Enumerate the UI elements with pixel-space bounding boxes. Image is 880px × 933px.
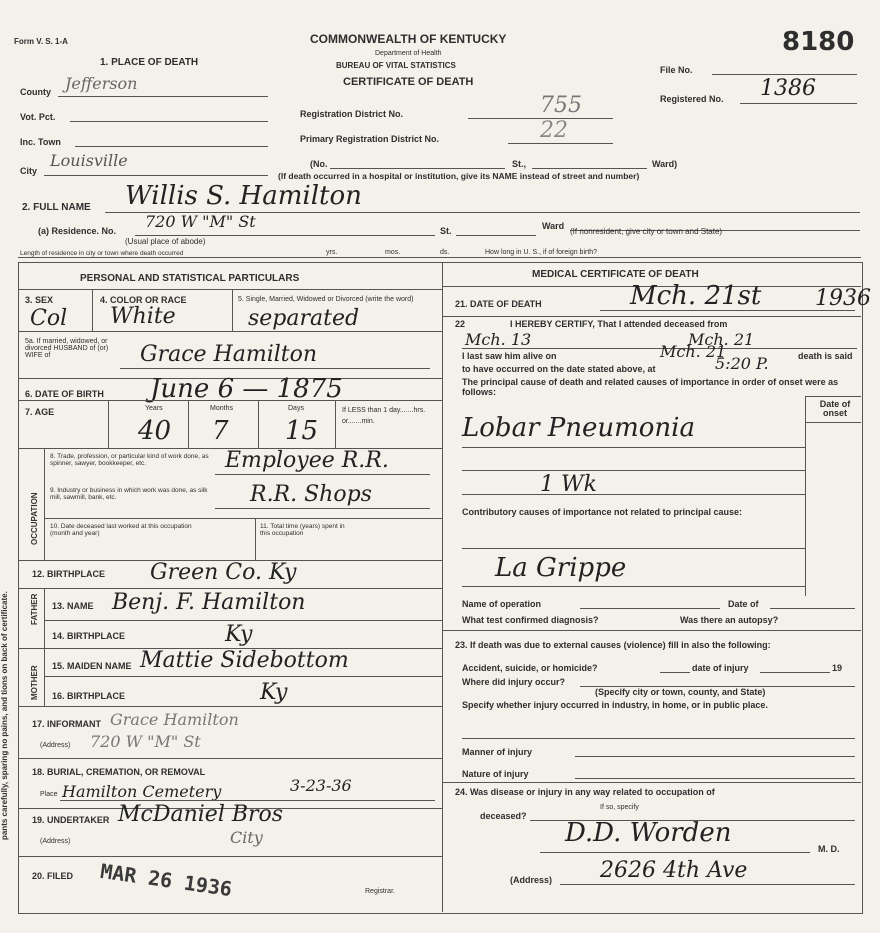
occurred-at-label: to have occurred on the date stated above, at xyxy=(462,364,656,374)
autopsy-label: Was there an autopsy? xyxy=(680,615,779,625)
burial-place-value: Hamilton Cemetery xyxy=(62,782,222,801)
residence-ward: Ward xyxy=(542,221,565,231)
age-label: 7. AGE xyxy=(25,407,55,417)
nonresident-note: (If nonresident, give city or town and State) xyxy=(570,227,723,236)
birthplace-label: 12. BIRTHPLACE xyxy=(32,569,106,579)
residence-st: St. xyxy=(440,226,452,236)
father-vertical-label: FATHER xyxy=(30,593,39,625)
deceased-label: deceased? xyxy=(480,811,527,821)
death-date-label: 21. DATE OF DEATH xyxy=(455,299,542,309)
registered-no-label: Registered No. xyxy=(660,94,724,104)
usual-abode: (Usual place of abode) xyxy=(125,237,206,246)
mother-name-value: Mattie Sidebottom xyxy=(140,648,349,673)
undertaker-address-label: (Address) xyxy=(40,838,71,845)
specify-city: (Specify city or town, county, and State) xyxy=(595,687,766,697)
personal-heading: PERSONAL AND STATISTICAL PARTICULARS xyxy=(80,273,300,284)
physician-address-value: 2626 4th Ave xyxy=(600,858,748,883)
burial-date-value: 3-23-36 xyxy=(290,776,352,795)
last-saw-label: I last saw him alive on xyxy=(462,351,557,361)
certify-text: I HEREBY CERTIFY, That I attended deceased from xyxy=(510,319,728,329)
color-label: 4. COLOR OR RACE xyxy=(100,295,187,305)
specify-industry: Specify whether injury occurred in industry, in home, or in public place. xyxy=(462,700,768,710)
place-heading: 1. PLACE OF DEATH xyxy=(100,57,199,68)
yrs-label: yrs. xyxy=(326,249,338,256)
full-name-label: 2. FULL NAME xyxy=(22,202,91,213)
contributory-label: Contributory causes of importance not related to principal cause: xyxy=(462,507,743,517)
residence-label: (a) Residence. No. xyxy=(38,226,117,236)
county-label: County xyxy=(20,87,51,97)
father-bp-label: 14. BIRTHPLACE xyxy=(52,631,126,641)
diagnosis-label: What test confirmed diagnosis? xyxy=(462,615,599,625)
certificate-title: CERTIFICATE OF DEATH xyxy=(343,76,474,88)
informant-label: 17. INFORMANT xyxy=(32,719,102,729)
occupation-question: 24. Was disease or injury in any way related to occupation of xyxy=(455,787,715,797)
spouse-value: Grace Hamilton xyxy=(140,342,318,367)
father-name-value: Benj. F. Hamilton xyxy=(112,590,306,615)
burial-label: 18. BURIAL, CREMATION, OR REMOVAL xyxy=(32,767,206,777)
occupation-vertical-label: OCCUPATION xyxy=(30,492,39,545)
reg-district-label: Registration District No. xyxy=(300,109,404,119)
mother-name-label: 15. MAIDEN NAME xyxy=(52,661,132,671)
days-label: Days xyxy=(288,405,304,412)
file-no-label: File No. xyxy=(660,65,693,75)
vot-label: Vot. Pct. xyxy=(20,112,56,122)
cause-1-value: Lobar Pneumonia xyxy=(462,413,695,443)
onset-label: Date of onset xyxy=(819,399,851,418)
injury-year: 19 xyxy=(832,663,843,673)
mother-bp-value: Ky xyxy=(260,680,288,705)
marital-value: separated xyxy=(248,306,360,331)
dob-label: 6. DATE OF BIRTH xyxy=(25,389,104,399)
father-bp-value: Ky xyxy=(225,622,253,647)
ward-label: Ward) xyxy=(652,159,678,169)
attended-from: Mch. 13 xyxy=(465,330,532,349)
city-value: Louisville xyxy=(50,151,128,170)
side-note: pants carefully, sparing no pains, and tions on back of certificate. xyxy=(0,591,9,840)
death-date-value: Mch. 21st xyxy=(630,281,762,311)
county-value: Jefferson xyxy=(65,74,138,93)
dept-name: Department of Health xyxy=(375,50,442,57)
section-22-number: 22 xyxy=(455,319,466,329)
informant-address-label: (Address) xyxy=(40,742,71,749)
trade-label: 8. Trade, profession, or particular kind of work done, as spinner, sawyer, bookkeeper, etc. xyxy=(50,453,209,467)
industry-value: R.R. Shops xyxy=(250,482,372,507)
how-long-label: How long in U. S., if of foreign birth? xyxy=(485,249,598,256)
cause-intro: The principal cause of death and related causes of importance in order of onset were as follows: xyxy=(462,377,839,397)
birthplace-value: Green Co. Ky xyxy=(150,560,297,585)
ds-label: ds. xyxy=(440,249,450,256)
physician-address-label: (Address) xyxy=(510,875,553,885)
contributory-value: La Grippe xyxy=(495,553,627,583)
operation-label: Name of operation xyxy=(462,599,542,609)
age-months: 7 xyxy=(212,416,229,446)
months-label: Months xyxy=(210,405,233,412)
full-name-value: Willis S. Hamilton xyxy=(125,181,362,211)
mother-vertical-label: MOTHER xyxy=(30,665,39,700)
age-years: 40 xyxy=(138,416,172,446)
father-name-label: 13. NAME xyxy=(52,601,94,611)
spouse-label: 5a. If married, widowed, or divorced HUSBAND of (or) WIFE of xyxy=(25,338,109,359)
inc-label: Inc. Town xyxy=(20,137,61,147)
attended-to: Mch. 21 xyxy=(688,330,755,349)
state-title: COMMONWEALTH OF KENTUCKY xyxy=(310,32,507,46)
if-so-specify: If so, specify xyxy=(600,804,639,811)
bureau-name: BUREAU OF VITAL STATISTICS xyxy=(336,61,456,70)
filed-stamp: MAR 26 1936 xyxy=(98,858,234,902)
less-than-label: If LESS than 1 day.......hrs. or.......min. xyxy=(342,407,426,426)
last-worked-label: 10. Date deceased last worked at this occupation (month and year) xyxy=(50,523,192,537)
age-days: 15 xyxy=(285,416,319,446)
no-label: (No. xyxy=(310,159,328,169)
manner-label: Manner of injury xyxy=(462,747,533,757)
accident-label: Accident, suicide, or homicide? xyxy=(462,663,598,673)
industry-label: 9. Industry or business in which work was done, as silk mill, sawmill, bank, etc. xyxy=(50,487,208,501)
registrar-label: Registrar. xyxy=(365,888,395,895)
cause-2-value: 1 Wk xyxy=(540,472,597,497)
certificate-number: 8180 xyxy=(782,27,855,57)
primary-district-label: Primary Registration District No. xyxy=(300,134,440,144)
physician-signature: D.D. Worden xyxy=(565,818,732,848)
death-year-value: 1936 xyxy=(815,286,871,311)
external-label: 23. If death was due to external causes (violence) fill in also the following: xyxy=(455,640,771,650)
reg-district-value: 755 xyxy=(540,93,582,118)
death-said: death is said xyxy=(798,351,853,361)
medical-heading: MEDICAL CERTIFICATE OF DEATH xyxy=(532,269,699,280)
nature-label: Nature of injury xyxy=(462,769,529,779)
informant-value: Grace Hamilton xyxy=(110,710,239,729)
st-label: St., xyxy=(512,159,527,169)
informant-address-value: 720 W "M" St xyxy=(90,732,201,751)
years-label: Years xyxy=(145,405,163,412)
undertaker-value: McDaniel Bros xyxy=(118,802,284,827)
marital-label: 5. Single, Married, Widowed or Divorced (write the word) xyxy=(238,296,414,303)
form-number: Form V. S. 1-A xyxy=(14,37,68,46)
sex-label: 3. SEX xyxy=(25,295,54,305)
date-of-label: Date of xyxy=(728,599,759,609)
undertaker-label: 19. UNDERTAKER xyxy=(32,815,110,825)
mos-label: mos. xyxy=(385,249,401,256)
filed-label: 20. FILED xyxy=(32,871,74,881)
city-label: City xyxy=(20,166,38,176)
last-saw-date: Mch. 21 xyxy=(660,342,727,361)
total-time-label: 11. Total time (years) spent in this occupation xyxy=(260,523,345,537)
residence-value: 720 W "M" St xyxy=(145,212,256,231)
registered-no-value: 1386 xyxy=(760,76,816,101)
md-label: M. D. xyxy=(818,844,840,854)
burial-place-label: Place xyxy=(40,791,58,798)
primary-district-value: 22 xyxy=(540,118,568,143)
color-value: White xyxy=(110,304,176,329)
injury-date-label: date of injury xyxy=(692,663,749,673)
hospital-note: (If death occurred in a hospital or institution, give its NAME instead of street and number) xyxy=(278,171,640,181)
where-label: Where did injury occur? xyxy=(462,677,566,687)
dob-value: June 6 — 1875 xyxy=(150,374,343,404)
length-residence: Length of residence in city or town where death occurred xyxy=(20,250,184,257)
death-hour: 5:20 P. xyxy=(715,354,769,373)
mother-bp-label: 16. BIRTHPLACE xyxy=(52,691,126,701)
undertaker-address-value: City xyxy=(230,828,263,847)
sex-value: Col xyxy=(30,306,68,331)
trade-value: Employee R.R. xyxy=(225,448,389,473)
